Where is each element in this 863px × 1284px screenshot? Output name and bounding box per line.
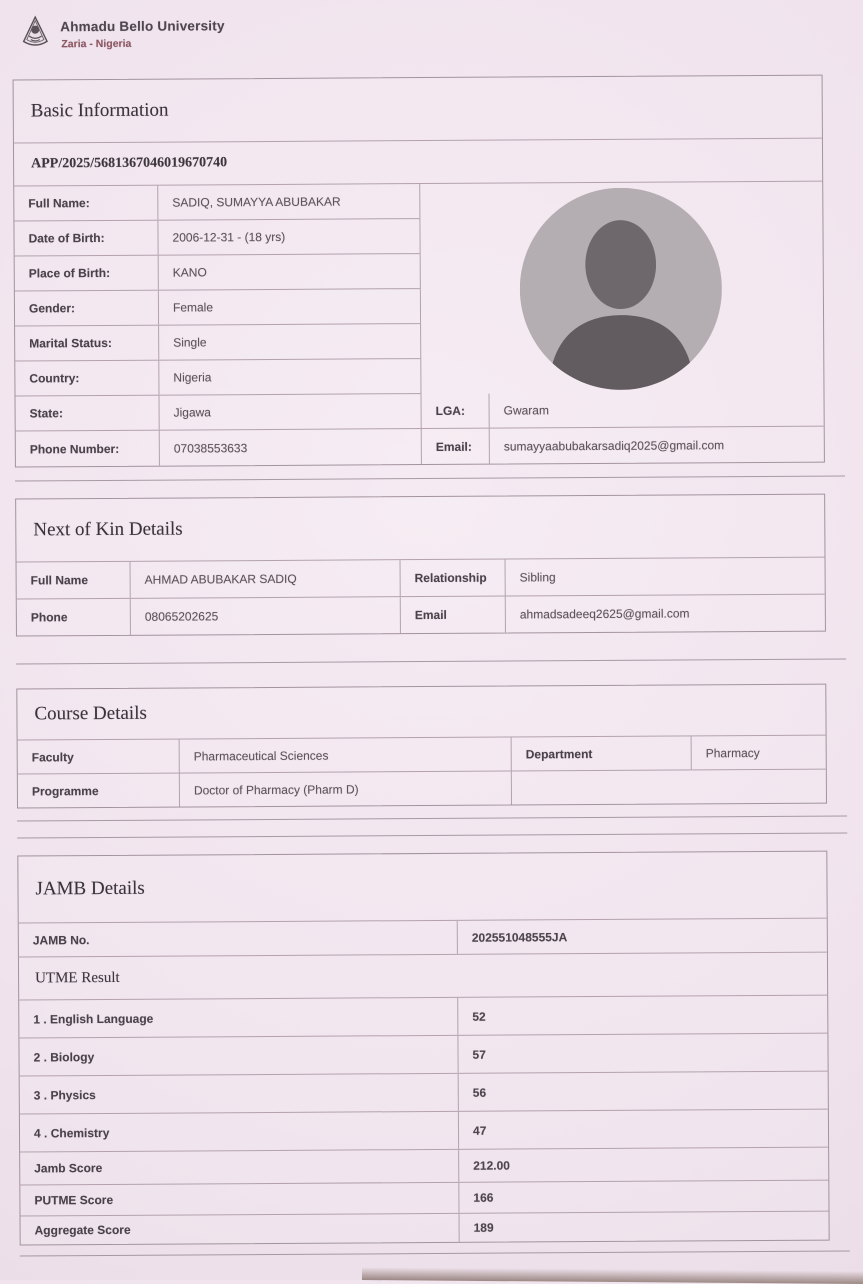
- field-value: Female: [172, 300, 214, 315]
- table-row: [20, 1072, 828, 1115]
- table-row: [19, 996, 827, 1039]
- section-divider: [17, 815, 847, 821]
- subject-label: 4 . Chemistry: [20, 1112, 459, 1152]
- subject-label: 3 . Physics: [20, 1074, 459, 1114]
- subject-label: 1 . English Language: [19, 998, 458, 1038]
- field-value: Nigeria: [173, 370, 212, 385]
- subject-label: 2 . Biology: [19, 1036, 458, 1076]
- field-value: Doctor of Pharmacy (Pharm D): [180, 772, 512, 807]
- field-label: Programme: [18, 774, 180, 808]
- field-label: Phone Number:: [16, 431, 160, 467]
- score-label: Jamb Score: [20, 1150, 459, 1185]
- university-location: Zaria - Nigeria: [61, 37, 132, 51]
- score-label: Aggregate Score: [21, 1214, 460, 1245]
- field-label: LGA:: [421, 394, 489, 428]
- field-value: SADIQ, SUMAYYA ABUBAKAR: [172, 194, 341, 210]
- field-label: Department: [512, 736, 692, 770]
- section-divider: [20, 1250, 850, 1256]
- table-row: [18, 770, 826, 808]
- basic-information-table: [14, 182, 824, 467]
- course-details-title: Course Details: [17, 685, 825, 741]
- field-value: AHMAD ABUBAKAR SADIQ: [131, 560, 401, 598]
- field-label: Full Name:: [14, 186, 158, 221]
- table-row: [15, 289, 420, 326]
- field-label: Relationship: [401, 560, 506, 597]
- section-divider: [17, 832, 847, 838]
- email-value: ahmadsadeeq2625@gmail.com: [519, 606, 690, 622]
- subject-score: 57: [472, 1047, 486, 1062]
- field-value: Pharmacy: [705, 745, 760, 760]
- field-label: Email:: [422, 429, 490, 464]
- email-value: sumayyaabubakarsadiq2025@gmail.com: [503, 437, 725, 454]
- field-value: Pharmaceutical Sciences: [180, 738, 512, 773]
- field-value: 08065202625: [131, 597, 401, 635]
- jamb-details-section: [17, 851, 829, 1246]
- next-of-kin-section: [15, 494, 826, 637]
- field-value: Gwaram: [503, 403, 549, 418]
- field-label: Email: [401, 597, 506, 634]
- field-label: Faculty: [18, 740, 180, 774]
- utme-result-heading: UTME Result: [19, 953, 827, 1001]
- passport-photo-cell: [418, 182, 823, 388]
- course-details-section: [16, 684, 827, 809]
- field-label: Place of Birth:: [15, 256, 159, 291]
- basic-information-title: Basic Information: [14, 76, 822, 144]
- field-label: Phone: [17, 599, 131, 636]
- table-row: [20, 1110, 828, 1153]
- university-name: Ahmadu Bello University: [60, 18, 225, 35]
- score-value: 166: [473, 1190, 494, 1205]
- field-value: 07038553633: [160, 429, 422, 466]
- field-label: JAMB No.: [19, 921, 458, 957]
- field-label: Marital Status:: [15, 326, 159, 361]
- field-value: Sibling: [519, 570, 556, 585]
- field-value: Jigawa: [160, 394, 422, 430]
- field-label: Gender:: [15, 291, 159, 326]
- subject-score: 52: [472, 1009, 486, 1024]
- jamb-details-title: JAMB Details: [18, 852, 826, 924]
- placeholder-avatar: [519, 187, 722, 390]
- document-header: [0, 0, 859, 71]
- application-number: APP/2025/5681367046019670740: [14, 139, 822, 187]
- table-row: [14, 219, 419, 256]
- subject-score: 56: [472, 1085, 487, 1100]
- table-row: [16, 392, 824, 432]
- table-row: [20, 1181, 828, 1217]
- scan-edge-shadow: [362, 1267, 863, 1284]
- field-value: KANO: [172, 265, 207, 280]
- score-label: PUTME Score: [20, 1183, 459, 1216]
- field-label: Full Name: [17, 562, 131, 599]
- table-row: [15, 324, 420, 361]
- section-divider: [16, 658, 846, 664]
- score-value: 212.00: [473, 1158, 510, 1173]
- table-row: [18, 736, 826, 775]
- empty-cell: [512, 770, 826, 805]
- table-row: [15, 254, 420, 291]
- table-row: [20, 1148, 828, 1186]
- subject-score: 47: [472, 1123, 487, 1138]
- jamb-number-value: 202551048555JA: [471, 929, 568, 945]
- university-crest-icon: [17, 14, 53, 50]
- table-row: [21, 1212, 829, 1245]
- score-value: 189: [473, 1220, 494, 1235]
- field-value: Single: [173, 335, 207, 350]
- table-row: [17, 595, 825, 636]
- table-row: [14, 184, 419, 221]
- table-row: [17, 558, 825, 600]
- field-label: State:: [16, 396, 160, 431]
- table-row: [15, 359, 420, 396]
- field-label: Date of Birth:: [14, 221, 158, 256]
- table-row: [19, 1034, 827, 1077]
- next-of-kin-title: Next of Kin Details: [16, 495, 824, 563]
- basic-information-section: [13, 75, 825, 468]
- field-label: Country:: [15, 361, 159, 396]
- field-value: 2006-12-31 - (18 yrs): [172, 229, 286, 245]
- section-divider: [15, 475, 845, 481]
- table-row: [19, 919, 827, 958]
- table-row: [16, 427, 824, 467]
